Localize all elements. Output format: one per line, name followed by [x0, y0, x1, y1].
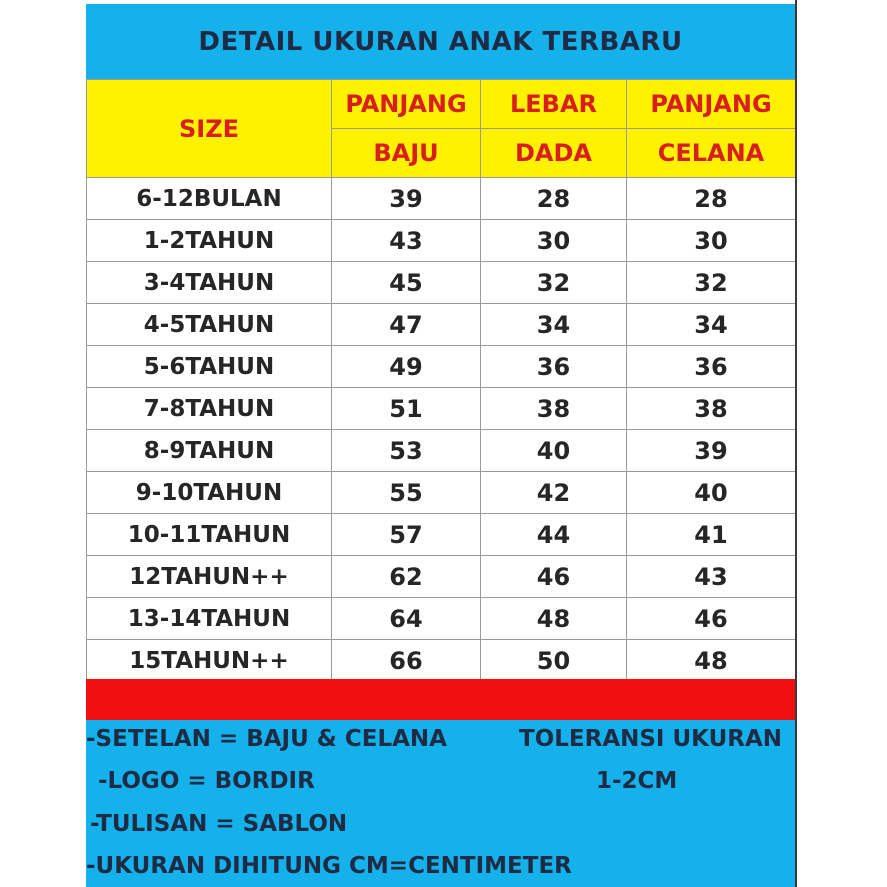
- lebar-dada-cell: 48: [481, 598, 627, 640]
- size-cell: 1-2TAHUN: [87, 220, 332, 262]
- lebar-dada-cell: 34: [481, 304, 627, 346]
- lebar-dada-cell: 38: [481, 388, 627, 430]
- size-cell: 4-5TAHUN: [87, 304, 332, 346]
- table-row: [87, 556, 796, 598]
- lebar-dada-cell: 40: [481, 430, 627, 472]
- red-divider-band: [86, 679, 795, 720]
- note-tulisan: -TULISAN = SABLON: [90, 811, 348, 837]
- size-cell: 7-8TAHUN: [87, 388, 332, 430]
- note-toleransi-value: 1-2CM: [596, 768, 678, 794]
- header-size: SIZE: [87, 80, 332, 178]
- panjang-baju-cell: 51: [332, 388, 481, 430]
- size-table: [86, 79, 796, 682]
- header-panjang-celana-bottom: CELANA: [627, 129, 796, 178]
- table-row: [87, 220, 796, 262]
- header-row-top: [87, 80, 796, 129]
- table-row: [87, 388, 796, 430]
- size-cell: 9-10TAHUN: [87, 472, 332, 514]
- table-row: [87, 598, 796, 640]
- panjang-celana-cell: 30: [627, 220, 796, 262]
- panjang-celana-cell: 39: [627, 430, 796, 472]
- table-row: [87, 304, 796, 346]
- panjang-baju-cell: 66: [332, 640, 481, 682]
- notes-panel: [86, 720, 795, 887]
- panjang-celana-cell: 48: [627, 640, 796, 682]
- size-cell: 13-14TAHUN: [87, 598, 332, 640]
- panjang-baju-cell: 62: [332, 556, 481, 598]
- panjang-baju-cell: 55: [332, 472, 481, 514]
- lebar-dada-cell: 46: [481, 556, 627, 598]
- size-cell: 6-12BULAN: [87, 178, 332, 220]
- panjang-celana-cell: 43: [627, 556, 796, 598]
- panjang-baju-cell: 39: [332, 178, 481, 220]
- header-panjang-baju-bottom: BAJU: [332, 129, 481, 178]
- lebar-dada-cell: 42: [481, 472, 627, 514]
- panjang-celana-cell: 46: [627, 598, 796, 640]
- size-cell: 8-9TAHUN: [87, 430, 332, 472]
- panjang-celana-cell: 32: [627, 262, 796, 304]
- lebar-dada-cell: 28: [481, 178, 627, 220]
- header-panjang-celana-top: PANJANG: [627, 80, 796, 129]
- header-panjang-baju-top: PANJANG: [332, 80, 481, 129]
- page-title: DETAIL UKURAN ANAK TERBARU: [198, 26, 683, 57]
- panjang-celana-cell: 38: [627, 388, 796, 430]
- table-row: [87, 472, 796, 514]
- right-border-line: [795, 0, 797, 887]
- table-row: [87, 262, 796, 304]
- title-banner: [86, 4, 795, 79]
- table-row: [87, 514, 796, 556]
- panjang-baju-cell: 49: [332, 346, 481, 388]
- panjang-celana-cell: 41: [627, 514, 796, 556]
- panjang-baju-cell: 43: [332, 220, 481, 262]
- table-row: [87, 178, 796, 220]
- note-logo: -LOGO = BORDIR: [98, 768, 315, 794]
- table-row: [87, 346, 796, 388]
- note-toleransi-label: TOLERANSI UKURAN: [519, 726, 783, 752]
- left-margin: [0, 0, 86, 887]
- size-cell: 5-6TAHUN: [87, 346, 332, 388]
- panjang-baju-cell: 53: [332, 430, 481, 472]
- header-lebar-dada-top: LEBAR: [481, 80, 627, 129]
- header-lebar-dada-bottom: DADA: [481, 129, 627, 178]
- lebar-dada-cell: 30: [481, 220, 627, 262]
- note-ukuran: -UKURAN DIHITUNG CM=CENTIMETER: [86, 853, 572, 879]
- size-cell: 10-11TAHUN: [87, 514, 332, 556]
- lebar-dada-cell: 50: [481, 640, 627, 682]
- lebar-dada-cell: 36: [481, 346, 627, 388]
- lebar-dada-cell: 32: [481, 262, 627, 304]
- table-row: [87, 430, 796, 472]
- size-chart-sheet: [86, 0, 795, 887]
- panjang-celana-cell: 40: [627, 472, 796, 514]
- size-cell: 3-4TAHUN: [87, 262, 332, 304]
- panjang-baju-cell: 45: [332, 262, 481, 304]
- size-cell: 15TAHUN++: [87, 640, 332, 682]
- lebar-dada-cell: 44: [481, 514, 627, 556]
- note-setelan: -SETELAN = BAJU & CELANA: [86, 726, 447, 752]
- panjang-baju-cell: 47: [332, 304, 481, 346]
- panjang-celana-cell: 36: [627, 346, 796, 388]
- panjang-baju-cell: 64: [332, 598, 481, 640]
- panjang-celana-cell: 28: [627, 178, 796, 220]
- panjang-celana-cell: 34: [627, 304, 796, 346]
- table-row: [87, 640, 796, 682]
- panjang-baju-cell: 57: [332, 514, 481, 556]
- size-cell: 12TAHUN++: [87, 556, 332, 598]
